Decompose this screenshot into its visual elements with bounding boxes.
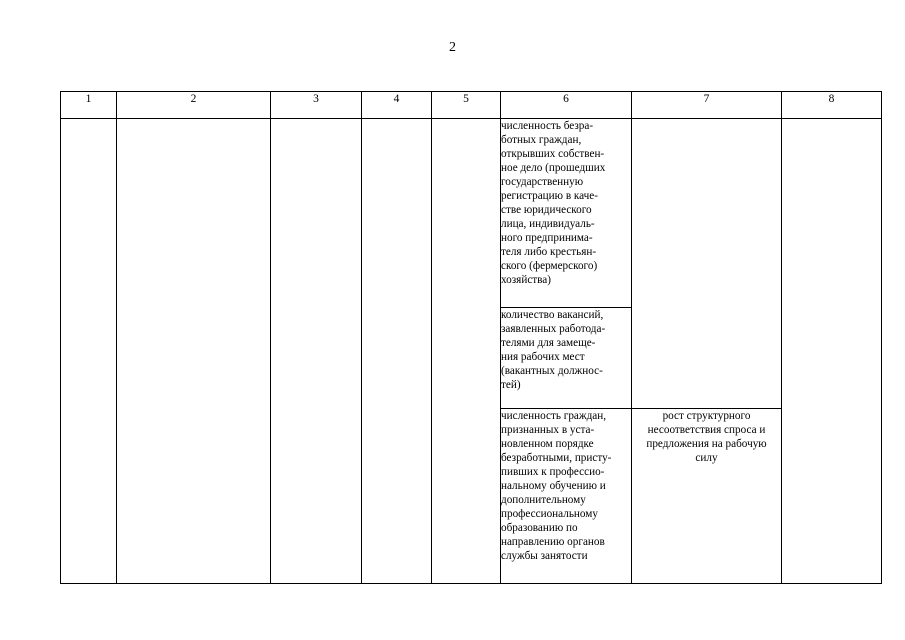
table-cell-col-7-empty: [632, 119, 782, 409]
text-line: теля либо крестьян-: [501, 246, 597, 258]
text-line: направлению органов: [501, 536, 605, 548]
table-row: [61, 119, 882, 308]
table-cell-col-2: [117, 119, 271, 584]
text-line: лица, индивидуаль-: [501, 218, 595, 230]
table-cell-col-3: [271, 119, 362, 584]
column-header-6: 6: [501, 92, 632, 119]
text-line: несоответствия спроса и: [647, 424, 766, 436]
column-header-3: 3: [271, 92, 362, 119]
indicator-unemployed-own-business: [501, 119, 632, 308]
text-line: регистрацию в каче-: [501, 190, 598, 202]
indicators-table: [60, 91, 882, 584]
text-line: ния рабочих мест: [501, 351, 585, 363]
column-header-1: 1: [61, 92, 117, 119]
text-line: нальному обучению и: [501, 480, 606, 492]
indicator-unemployed-training: [501, 409, 632, 584]
table-cell-col-8: [782, 119, 882, 584]
text-line: рост структурного: [662, 410, 751, 422]
text-line: службы занятости: [501, 550, 588, 562]
text-line: хозяйства): [501, 274, 551, 286]
text-line: силу: [695, 452, 718, 464]
text-line: предложения на рабочую: [646, 438, 767, 450]
column-header-2: 2: [117, 92, 271, 119]
column-header-8: 8: [782, 92, 882, 119]
text-line: численность граждан,: [501, 410, 607, 422]
text-line: количество вакансий,: [501, 309, 604, 321]
header-row: [61, 92, 882, 119]
text-line: телями для замеще-: [501, 337, 596, 349]
text-line: ного предпринима-: [501, 232, 593, 244]
indicator-vacancies: [501, 308, 632, 409]
text-line: пивших к профессио-: [501, 466, 605, 478]
text-line: ботных граждан,: [501, 134, 582, 146]
text-line: признанных в уста-: [501, 424, 595, 436]
table-cell-col-5: [432, 119, 501, 584]
table-cell-col-4: [362, 119, 432, 584]
column-header-7: 7: [632, 92, 782, 119]
text-line: новленном порядке: [501, 438, 594, 450]
text-line: дополнительному: [501, 494, 586, 506]
text-line: численность безра-: [501, 120, 594, 132]
text-line: ского (фермерского): [501, 260, 598, 272]
column-header-4: 4: [362, 92, 432, 119]
text-line: государственную: [501, 176, 584, 188]
column-header-5: 5: [432, 92, 501, 119]
text-line: безработными, присту-: [501, 452, 612, 464]
text-line: тей): [501, 379, 521, 391]
text-line: ное дело (прошедших: [501, 162, 606, 174]
page-number: 2: [449, 40, 456, 55]
text-line: образованию по: [501, 522, 578, 534]
text-line: стве юридического: [501, 204, 592, 216]
text-line: заявленных работода-: [501, 323, 606, 335]
text-line: (вакантных должнос-: [501, 365, 603, 377]
text-line: открывших собствен-: [501, 148, 605, 160]
risk-structural-mismatch: [632, 409, 782, 584]
table-cell-col-1: [61, 119, 117, 584]
text-line: профессиональному: [501, 508, 598, 520]
